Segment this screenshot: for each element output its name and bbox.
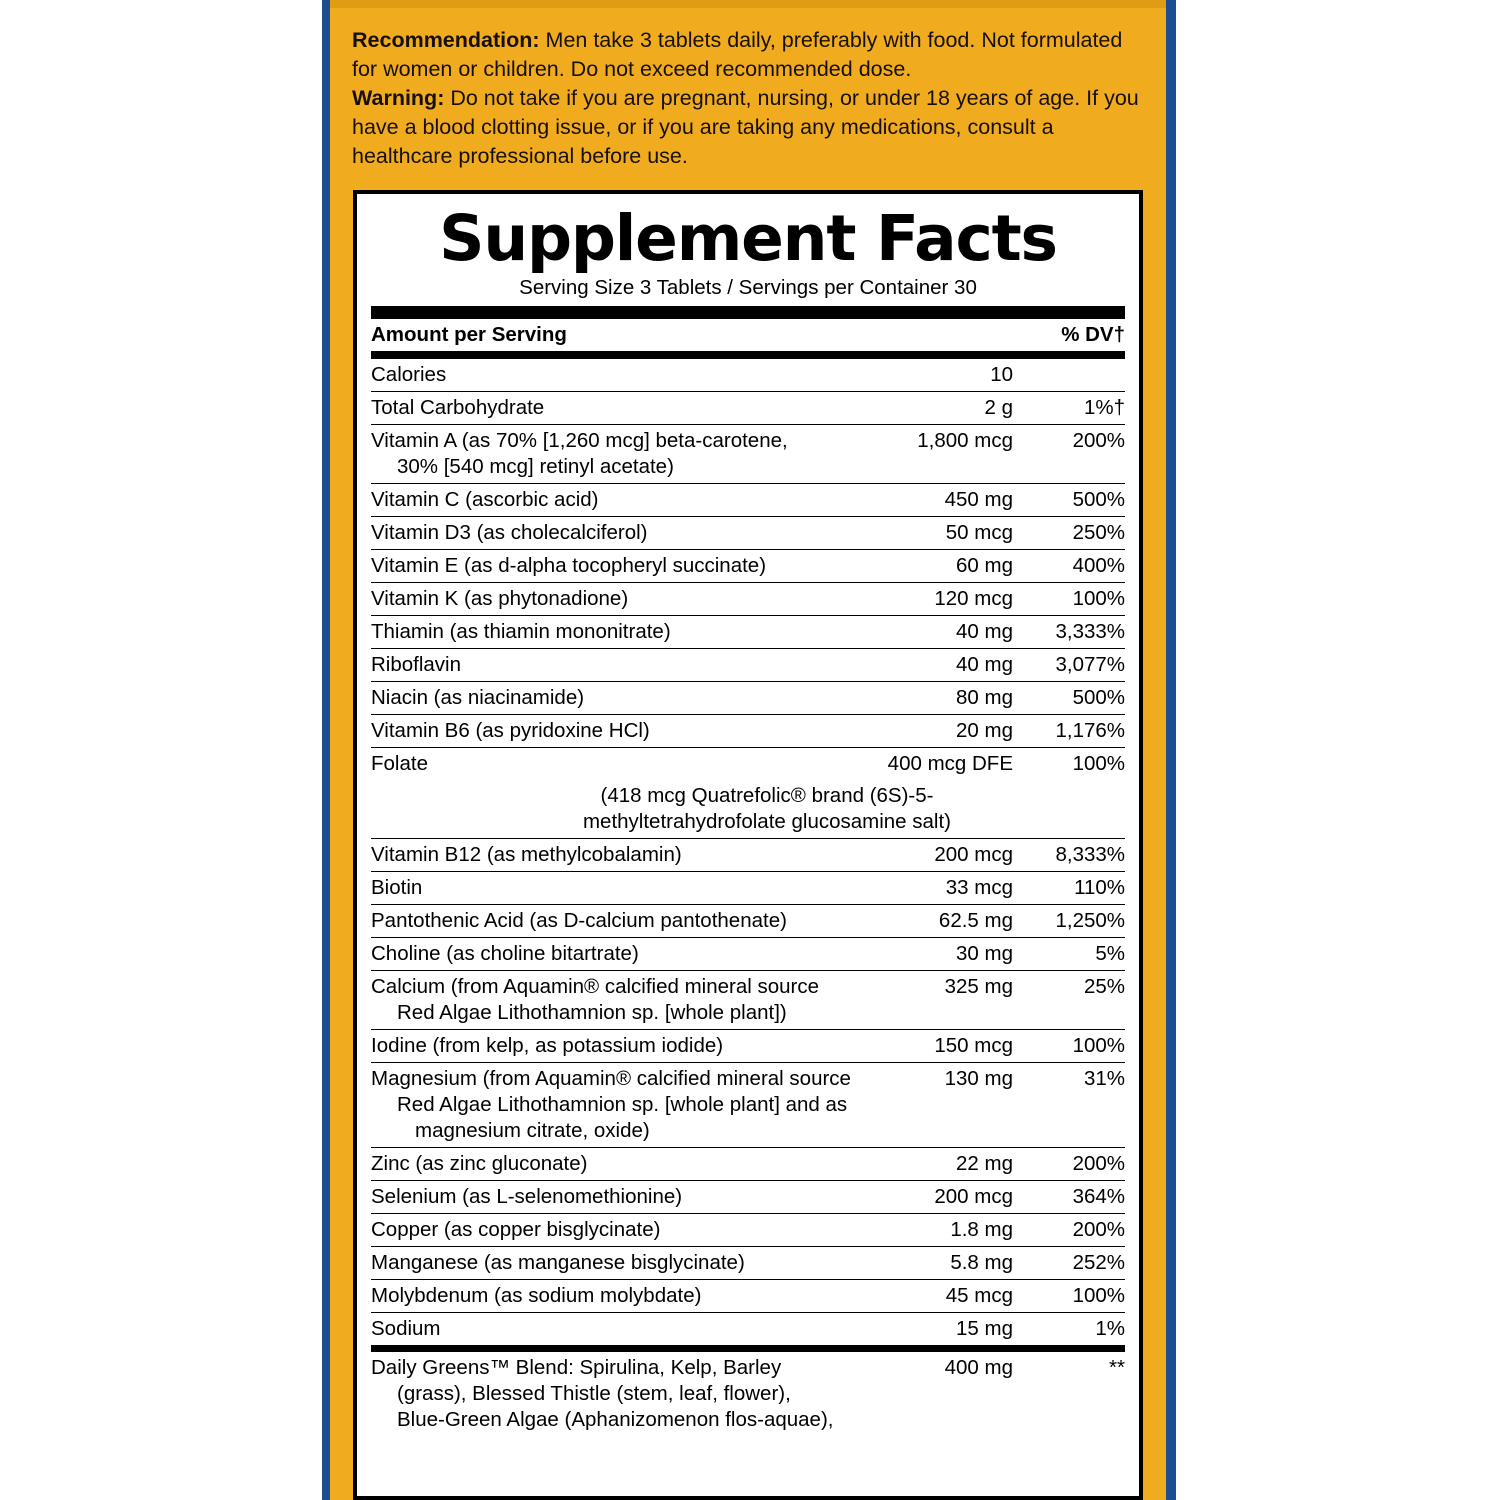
- nutrient-dv: 200%: [1013, 1214, 1125, 1247]
- recommendation-label: Recommendation:: [352, 28, 540, 52]
- nutrient-amount: 15 mg: [956, 1317, 1013, 1340]
- table-row: [371, 616, 1125, 649]
- nutrient-name: [371, 971, 863, 1030]
- nutrient-name: Pantothenic Acid (as D-calcium pantothenate): [371, 905, 863, 938]
- nutrient-name: Choline (as choline bitartrate): [371, 938, 863, 971]
- table-row: [371, 715, 1125, 748]
- nutrient-name-line1: Magnesium (from Aquamin® calcified mineral source: [371, 1067, 851, 1090]
- nutrient-dv: 31%: [1013, 1063, 1125, 1148]
- dv-header: % DV†: [1013, 319, 1125, 352]
- package-top-edge: [330, 0, 1168, 8]
- table-row: [371, 517, 1125, 550]
- table-row: [371, 1181, 1125, 1214]
- nutrient-dv: 500%: [1013, 484, 1125, 517]
- blend-amount: 400 mg: [944, 1356, 1013, 1379]
- table-row: [371, 1148, 1125, 1181]
- supplement-facts-table: [371, 319, 1125, 352]
- warning-label: Warning:: [352, 86, 445, 110]
- nutrient-name-line2: Red Algae Lithothamnion sp. [whole plant]): [397, 1001, 787, 1024]
- table-row: [371, 872, 1125, 905]
- nutrient-amount: 60 mg: [863, 550, 1013, 583]
- nutrient-dv: 252%: [1013, 1247, 1125, 1280]
- nutrient-amount: 40 mg: [863, 616, 1013, 649]
- nutrient-amount: 1,800 mcg: [863, 425, 1013, 484]
- blend-line2: (grass), Blessed Thistle (stem, leaf, flower),: [397, 1382, 791, 1405]
- nutrient-name: Riboflavin: [371, 649, 863, 682]
- table-row: [371, 359, 1125, 392]
- table-row: [371, 1352, 1125, 1436]
- warning-text: Do not take if you are pregnant, nursing, or under 18 years of age. If you have a blood clotting issue, or if you are taking any medications, consult a healthcare professional before use.: [352, 86, 1139, 168]
- table-row: [371, 938, 1125, 971]
- nutrient-name: Sodium: [371, 1317, 441, 1340]
- table-row: [371, 425, 1125, 484]
- table-row: [371, 649, 1125, 682]
- recommendation-paragraph: [352, 26, 1152, 84]
- nutrient-dv: 1,250%: [1013, 905, 1125, 938]
- nutrient-name-line3: magnesium citrate, oxide): [415, 1119, 650, 1142]
- nutrient-amount: 200 mcg: [863, 839, 1013, 872]
- amount-per-serving-header: Amount per Serving: [371, 319, 863, 352]
- table-row: [371, 484, 1125, 517]
- nutrient-name: [371, 1063, 863, 1148]
- supplement-facts-title: Supplement Facts: [439, 202, 1057, 275]
- nutrient-dv: 200%: [1013, 1148, 1125, 1181]
- nutrient-table: [371, 359, 1125, 1345]
- table-row: [371, 971, 1125, 1030]
- blend-dv: **: [1109, 1356, 1125, 1379]
- table-row: [371, 1280, 1125, 1313]
- nutrient-dv: 110%: [1013, 872, 1125, 905]
- nutrient-dv: 100%: [1013, 1280, 1125, 1313]
- nutrient-name-line1: Vitamin A (as 70% [1,260 mcg] beta-carotene,: [371, 429, 788, 452]
- blend-line1: Daily Greens™ Blend: Spirulina, Kelp, Barley: [371, 1356, 782, 1379]
- folate-subtext: [371, 780, 1013, 839]
- nutrient-amount: 130 mg: [863, 1063, 1013, 1148]
- divider-medium-header: [371, 352, 1125, 359]
- nutrient-amount: 62.5 mg: [863, 905, 1013, 938]
- nutrient-name: Iodine (from kelp, as potassium iodide): [371, 1030, 863, 1063]
- nutrient-name: Molybdenum (as sodium molybdate): [371, 1280, 863, 1313]
- table-row: [371, 1214, 1125, 1247]
- nutrient-name: Calories: [371, 359, 863, 392]
- nutrient-amount: 150 mcg: [863, 1030, 1013, 1063]
- recommendation-text: Men take 3 tablets daily, preferably with food. Not formulated for women or children. Do not exceed recommended dose.: [352, 28, 1123, 81]
- package-right-edge: [1166, 0, 1176, 1500]
- nutrient-amount: 200 mcg: [863, 1181, 1013, 1214]
- amount-column-spacer: [863, 319, 1013, 352]
- table-row: [371, 392, 1125, 425]
- table-row: [371, 550, 1125, 583]
- nutrient-amount: 80 mg: [863, 682, 1013, 715]
- nutrient-name: Manganese (as manganese bisglycinate): [371, 1247, 863, 1280]
- nutrient-dv: 250%: [1013, 517, 1125, 550]
- table-row: [371, 905, 1125, 938]
- nutrient-amount: 33 mcg: [863, 872, 1013, 905]
- nutrient-amount: 5.8 mg: [863, 1247, 1013, 1280]
- nutrient-name: Total Carbohydrate: [371, 392, 863, 425]
- folate-amount-value: 400 mcg DFE: [887, 752, 1013, 775]
- nutrient-dv: 364%: [1013, 1181, 1125, 1214]
- nutrient-amount: 1.8 mg: [863, 1214, 1013, 1247]
- folate-subtext-line1: (418 mcg Quatrefolic® brand (6S)-5-: [600, 784, 934, 807]
- nutrient-name-line2: Red Algae Lithothamnion sp. [whole plant] and as: [397, 1093, 848, 1116]
- warning-paragraph: [352, 84, 1152, 171]
- nutrient-dv: 1,176%: [1013, 715, 1125, 748]
- nutrient-dv: 25%: [1013, 971, 1125, 1030]
- nutrient-name: Zinc (as zinc gluconate): [371, 1148, 863, 1181]
- table-row: [371, 1313, 1125, 1346]
- nutrient-dv: 1%†: [1013, 392, 1125, 425]
- nutrient-name: Vitamin D3 (as cholecalciferol): [371, 517, 863, 550]
- nutrient-name: Vitamin C (ascorbic acid): [371, 484, 863, 517]
- table-row: [371, 839, 1125, 872]
- nutrient-name: Selenium (as L-selenomethionine): [371, 1181, 863, 1214]
- nutrient-name: Vitamin B6 (as pyridoxine HCl): [371, 715, 863, 748]
- folate-subtext-line2: methyltetrahydrofolate glucosamine salt): [582, 810, 952, 833]
- nutrient-amount: [863, 748, 1013, 781]
- nutrient-amount: 22 mg: [863, 1148, 1013, 1181]
- table-row: [371, 1063, 1125, 1148]
- nutrient-amount: 10: [863, 359, 1013, 392]
- serving-size-line: Serving Size 3 Tablets / Servings per Container 30: [519, 276, 977, 299]
- nutrient-amount: 40 mg: [863, 649, 1013, 682]
- nutrient-dv: 100%: [1072, 752, 1125, 775]
- nutrient-amount: 450 mg: [863, 484, 1013, 517]
- divider-thick-top: [371, 306, 1125, 319]
- nutrient-dv: 100%: [1013, 1030, 1125, 1063]
- folate-subtext-dv-spacer: [1013, 780, 1125, 839]
- nutrient-amount: 120 mcg: [863, 583, 1013, 616]
- nutrient-name: Vitamin K (as phytonadione): [371, 583, 863, 616]
- nutrient-name-line2: 30% [540 mcg] retinyl acetate): [397, 455, 674, 478]
- nutrient-amount: 30 mg: [863, 938, 1013, 971]
- nutrient-name: Vitamin B12 (as methylcobalamin): [371, 839, 863, 872]
- nutrient-name: Folate: [371, 752, 428, 775]
- nutrient-amount: 45 mcg: [863, 1280, 1013, 1313]
- nutrient-dv: 3,333%: [1013, 616, 1125, 649]
- nutrient-name: Copper (as copper bisglycinate): [371, 1214, 863, 1247]
- blend-line3: Blue-Green Algae (Aphanizomenon flos-aquae),: [397, 1408, 834, 1431]
- nutrient-dv: 3,077%: [1013, 649, 1125, 682]
- supplement-facts-panel: [353, 190, 1143, 1500]
- table-row: [371, 1030, 1125, 1063]
- table-header-row: [371, 319, 1125, 352]
- nutrient-amount: 20 mg: [863, 715, 1013, 748]
- table-row: [371, 1247, 1125, 1280]
- table-row: [371, 748, 1125, 781]
- nutrient-name: Thiamin (as thiamin mononitrate): [371, 616, 863, 649]
- nutrient-dv: 400%: [1013, 550, 1125, 583]
- nutrient-dv: [1013, 359, 1125, 392]
- nutrient-dv: 200%: [1013, 425, 1125, 484]
- nutrient-amount: 325 mg: [863, 971, 1013, 1030]
- table-row-subtext: [371, 780, 1125, 839]
- nutrient-name: [371, 425, 863, 484]
- nutrient-dv: 1%: [1095, 1317, 1125, 1340]
- blend-table: [371, 1352, 1125, 1436]
- table-row: [371, 682, 1125, 715]
- nutrient-amount: 50 mcg: [863, 517, 1013, 550]
- nutrient-name: Biotin: [371, 872, 863, 905]
- directions-block: [352, 26, 1152, 171]
- nutrient-name: Niacin (as niacinamide): [371, 682, 863, 715]
- nutrient-dv: 100%: [1013, 583, 1125, 616]
- nutrient-amount: 2 g: [863, 392, 1013, 425]
- divider-medium-blend: [371, 1345, 1125, 1352]
- blend-name: [371, 1352, 863, 1436]
- nutrient-dv: 8,333%: [1013, 839, 1125, 872]
- nutrient-dv: 500%: [1013, 682, 1125, 715]
- table-row: [371, 583, 1125, 616]
- nutrient-name: Vitamin E (as d-alpha tocopheryl succinate): [371, 550, 863, 583]
- nutrient-name-line1: Calcium (from Aquamin® calcified mineral source: [371, 975, 820, 998]
- nutrient-dv: 5%: [1013, 938, 1125, 971]
